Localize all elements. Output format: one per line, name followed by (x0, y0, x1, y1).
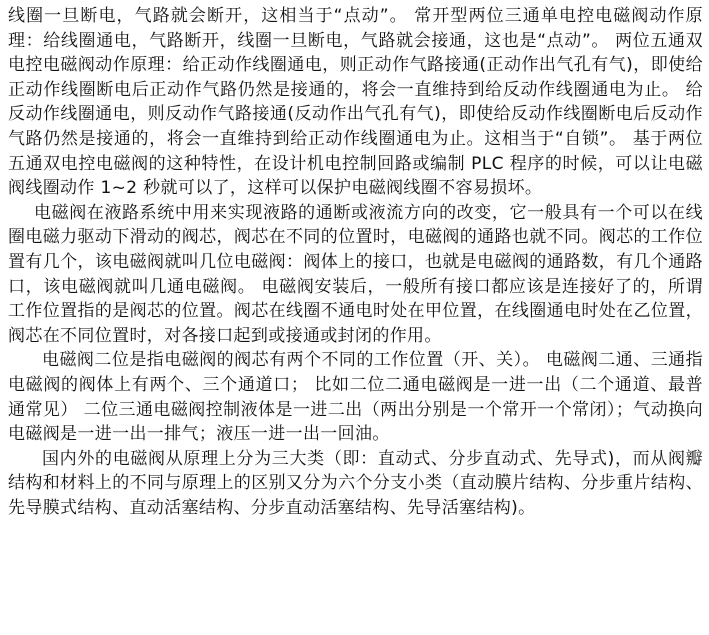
paragraph-two-position-definition: 电磁阀二位是指电磁阀的阀芯有两个不同的工作位置（开、关）。 电磁阀二通、三通指电磁阀的阀体上有两个、三个通道口； 比如二位二通电磁阀是一进一出（二个通道、最普通常见） 二位三通电磁阀控制液体是一进二出（两出分别是一个常开一个常闭）；气动换向电磁阀是一进一出一排气；液压一进一出一回油。 (8, 350, 703, 445)
paragraph-valve-actions: 线圈一旦断电，气路就会断开，这相当于“点动”。 常开型两位三通单电控电磁阀动作原理：给线圈通电，气路断开，线圈一旦断电，气路就会接通，这也是“点动”。 两位五通双电控电磁阀动作原理：给正动作线圈通电，则正动作气路接通(正动作出气孔有气)，即使给正动作线圈断电后正动作气路仍然是接通的，将会一直维持到给反动作线圈通电为止。 给反动作线圈通电，则反动作气路接通(反动作出气孔有气)，即使给反动作线圈断电后反动作气路仍然是接通的，将会一直维持到给正动作线圈通电为止。这相当于“自锁”。 基于两位五通双电控电磁阀的这种特性，在设计机电控制回路或编制 PLC 程序的时候，可以让电磁阀线圈动作 1~2 秒就可以了，这样可以保护电磁阀线圈不容易损坏。 (8, 6, 703, 199)
paragraph-valve-core-positions: 电磁阀在液路系统中用来实现液路的通断或液流方向的改变，它一般具有一个可以在线圈电磁力驱动下滑动的阀芯，阀芯在不同的位置时，电磁阀的通路也就不同。阀芯的工作位置有几个，该电磁阀就叫几位电磁阀：阀体上的接口，也就是电磁阀的通路数，有几个通路口，该电磁阀就叫几通电磁阀。 电磁阀安装后，一般所有接口都应该是连接好了的，所谓工作位置指的是阀芯的位置。阀芯在线圈不通电时处在甲位置，在线圈通电时处在乙位置，阀芯在不同位置时，对各接口起到或接通或封闭的作用。 (8, 202, 703, 346)
paragraph-valve-classification: 国内外的电磁阀从原理上分为三大类（即：直动式、分步直动式、先导式)，而从阀瓣结构和材料上的不同与原理上的区别又分为六个分支小类（直动膜片结构、分步重片结构、先导膜式结构、直动活塞结构、分步直动活塞结构、先导活塞结构)。 (8, 448, 703, 518)
